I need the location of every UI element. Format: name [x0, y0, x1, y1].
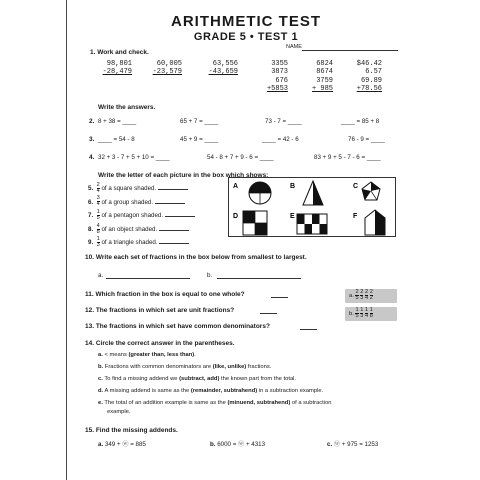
q11-label: 11. Which fraction in the box is equal to one whole?	[85, 291, 245, 298]
test-subtitle: GRADE 5 • TEST 1	[193, 31, 299, 43]
q3-item-2: 45 + 9 = ____	[180, 136, 219, 143]
q12-label: 12. The fractions in which set are unit fractions?	[85, 307, 235, 314]
q10-b-label: b.	[207, 272, 213, 279]
letter-e: E	[290, 213, 295, 220]
test-title: ARITHMETIC TEST	[171, 13, 321, 30]
q15-c: c. ⓦ + 975 = 1253	[327, 441, 379, 448]
house-icon	[365, 210, 385, 235]
q10-a-answer-line[interactable]	[106, 278, 190, 279]
q15-b: b. 6000 = ⓦ + 4313	[210, 441, 266, 448]
q13-label: 13. The fractions in which set have common denominators?	[85, 323, 270, 330]
q2-item-1: 8 + 38 = ____	[98, 118, 137, 125]
q10-b-answer-line[interactable]	[217, 278, 301, 279]
q1-problem-6: $46.42 6.57 69.89 +78.56	[356, 60, 382, 93]
circle-quarters-icon	[249, 182, 271, 204]
triangle-icon	[303, 181, 323, 205]
q4-item-1: 32 + 3 - 7 + 5 + 10 = ____	[98, 154, 170, 161]
q1-problem-3: 63,556 -43,659	[208, 60, 238, 77]
q4-item-2: 54 - 8 + 7 + 9 - 6 = ____	[207, 154, 274, 161]
q6-row: 6. $\frac{3}{4}$ of a group shaded.	[88, 196, 195, 210]
q1-problem-2: 60,005 -23,579	[152, 60, 182, 77]
q14-e: e. The total of an addition example is same as the (minuend, subtrahend) of a subtraction	[98, 400, 332, 406]
write-answers-heading: Write the answers.	[98, 104, 156, 111]
q15-label: 15. Find the missing addends.	[85, 427, 178, 434]
q14-b: b. Fractions with common denominators are (like, unlike) fractions.	[98, 364, 272, 370]
name-field[interactable]	[302, 50, 398, 51]
q10-label: 10. Write each set of fractions in the box below from smallest to largest.	[85, 254, 307, 261]
letter-b: B	[290, 183, 296, 190]
picture-box-graphics	[229, 178, 397, 238]
q5-row: 5. $\frac{2}{4}$ of a square shaded.	[88, 182, 195, 196]
q11-answer-line[interactable]	[271, 297, 288, 298]
q1-label: 1. Work and check.	[90, 49, 149, 56]
q8-row: 8. $\frac{4}{8}$ of an object shaded.	[88, 223, 195, 237]
letter-c: C	[353, 183, 359, 190]
q2-item-2: 65 + 7 = ____	[180, 118, 219, 125]
pentagon-icon	[362, 182, 380, 200]
q1-problem-1: 98,801 -28,479	[102, 60, 132, 77]
q3-item-3: ____ = 42 - 6	[262, 136, 299, 143]
q14-label: 14. Circle the correct answer in the parentheses.	[85, 340, 235, 347]
q1-problem-4: 3355 3873 676 +5853	[266, 60, 288, 93]
q4-item-3: 83 + 9 + 5 - 7 - 6 = ____	[314, 154, 381, 161]
letter-d: D	[233, 213, 239, 220]
q9-row: 9. $\frac{1}{3}$ of a triangle shaded.	[88, 236, 195, 250]
picture-box	[228, 177, 396, 237]
checker-group-icon	[297, 214, 327, 234]
q12-answer-line[interactable]	[260, 313, 277, 314]
q1-problem-5: 6824 8674 3759 + 985	[311, 60, 333, 93]
page-margin-line	[66, 0, 67, 480]
q14-e-continued: example.	[107, 409, 131, 415]
letter-instruction: Write the letter of each picture in the box which shows:	[98, 172, 269, 179]
name-label: NAME	[286, 44, 302, 50]
square-grid-icon	[243, 211, 267, 235]
q14-c: c. To find a missing addend we (subtract, add) the known part from the total.	[98, 376, 297, 382]
q4-label: 4.	[89, 154, 95, 161]
q5-9-list	[88, 182, 195, 250]
q3-item-4: 76 - 9 = ____	[348, 136, 385, 143]
q14-a: a. < means (greater than, less than).	[98, 352, 196, 358]
q2-label: 2.	[89, 118, 95, 125]
letter-f: F	[353, 213, 358, 220]
q2-item-3: 73 - 7 = ____	[265, 118, 302, 125]
q14-d: d. A missing addend is same as the (remainder, subtrahend) in a subtraction example.	[98, 388, 324, 394]
q13-answer-line[interactable]	[300, 329, 317, 330]
q3-item-1: ____ = 54 - 8	[98, 136, 135, 143]
fraction-set-b: b. $\frac{1}{5}$ $\frac{1}{3}$ $\frac{1}{4}$ $\frac{1}{8}$	[345, 307, 397, 321]
q10-a-label: a.	[98, 272, 104, 279]
q15-a: a. 349 + ⓦ = 885	[98, 441, 146, 448]
q2-item-4: ____ = 85 + 8	[341, 118, 380, 125]
q7-row: 7. $\frac{1}{5}$ of a pentagon shaded.	[88, 209, 195, 223]
fraction-set-a: a. $\frac{2}{5}$ $\frac{2}{3}$ $\frac{2}{4}$ $\frac{2}{2}$	[345, 289, 397, 303]
q3-label: 3.	[89, 136, 95, 143]
letter-a: A	[233, 183, 239, 190]
